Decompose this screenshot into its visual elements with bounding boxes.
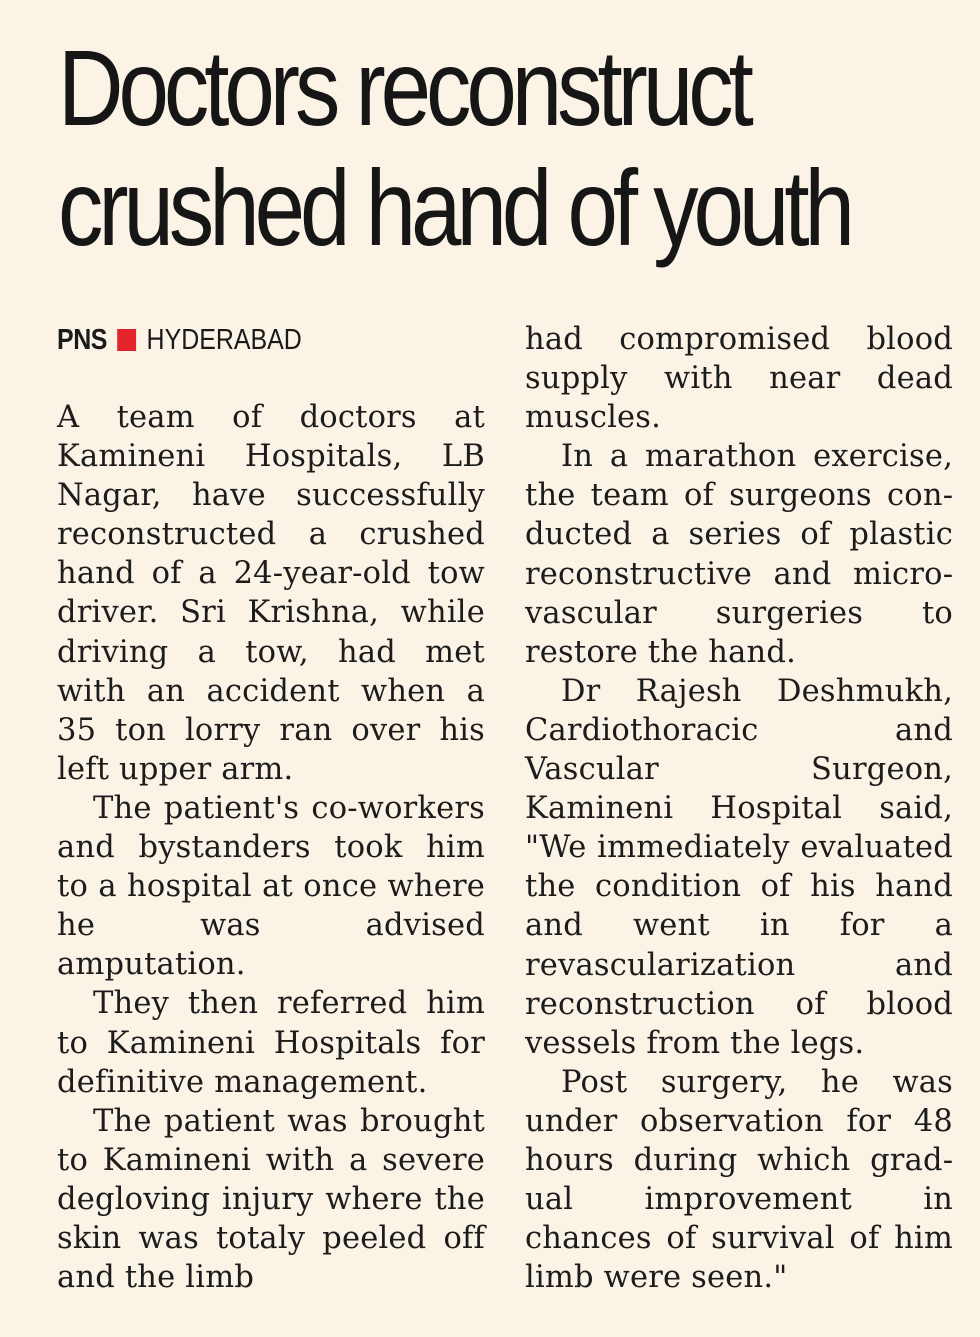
article-column-right — [525, 320, 953, 1297]
body-paragraph-3: They then referred him to Kamineni Hospitals for definitive management. — [57, 986, 485, 1100]
headline-line-1: Doctors reconstruct — [58, 27, 749, 148]
body-paragraph-4: The patient was brought to Kamineni with a severe degloving injury where the skin was totaly peeled off and the limb — [57, 1103, 485, 1296]
headline — [58, 27, 850, 268]
article-column-left — [57, 398, 485, 1297]
body-paragraph-6: Dr Rajesh Deshmukh, Cardiothoracic and Vascular Surgeon, Kamineni Hospital said, "We immediately evaluated the condition of his hand and went in for a revascularization and reconstruction of blood vessels from the legs. — [525, 673, 953, 1061]
body-paragraph-2: The patient's co-workers and bystanders took him to a hospital at once where he was advised amputation. — [57, 790, 485, 983]
byline-location: HYDERABAD — [146, 323, 302, 356]
byline-separator-square — [117, 329, 136, 351]
body-paragraph-7: Post surgery, he was under observation for 48 hours during which gradual improvement in chances of survival of him limb were seen." — [525, 1064, 953, 1296]
body-paragraph-1: A team of doctors at Kamineni Hospitals, LB Nagar, have successfully reconstructed a crushed hand of a 24-year-old tow driver. Sri Krishna, while driving a tow, had met with an accident when a 35 ton lorry ran over his left upper arm. — [57, 400, 485, 787]
byline — [57, 322, 302, 358]
body-paragraph-4-continued: had compromised blood supply with near dead muscles. — [525, 322, 953, 436]
byline-agency: PNS — [57, 323, 108, 356]
headline-line-2: crushed hand of youth — [58, 147, 850, 268]
body-paragraph-5: In a marathon exercise, the team of surgeons conducted a series of plastic reconstructive and microvascular surgeries to restore the hand. — [525, 439, 953, 670]
